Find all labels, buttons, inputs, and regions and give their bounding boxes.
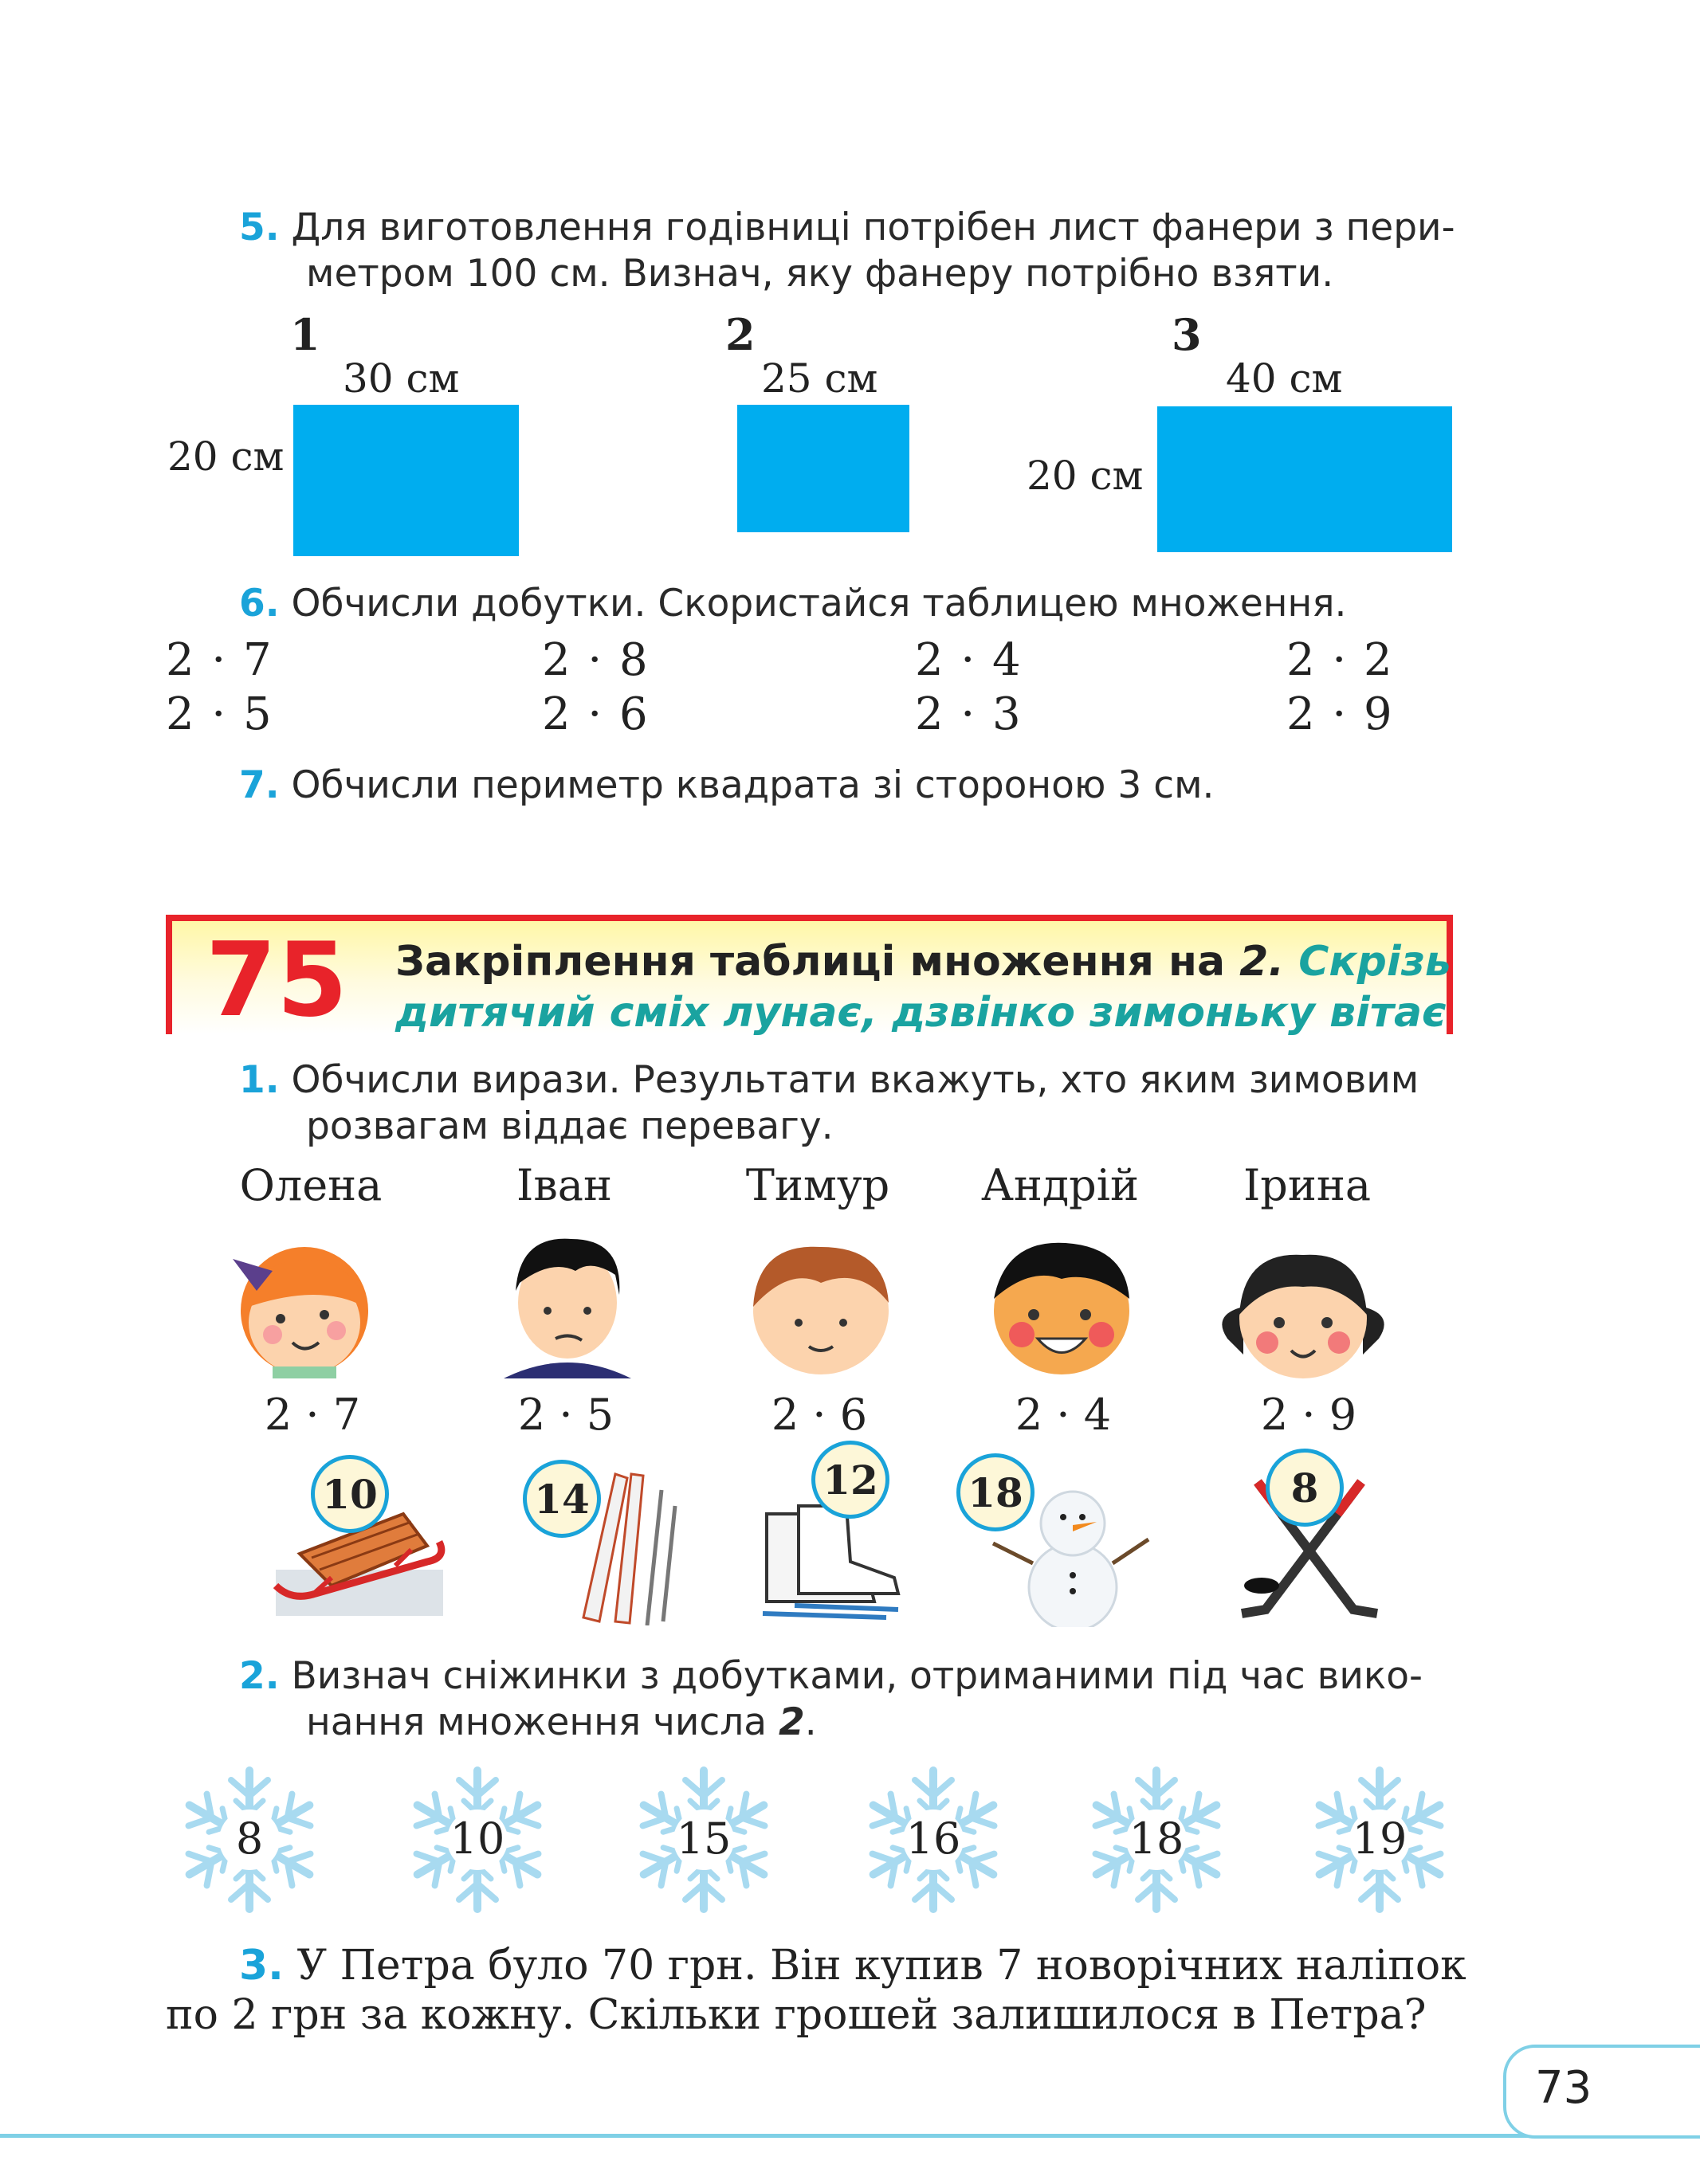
snowflake[interactable] bbox=[174, 1764, 325, 1915]
child-name-ivan: Іван bbox=[516, 1160, 612, 1210]
lesson-task2-line1: Визнач сніжинки з добутками, отриманими під час вико- bbox=[291, 1654, 1423, 1698]
child-expr: 2 · 7 bbox=[264, 1390, 361, 1440]
snowflake[interactable] bbox=[402, 1764, 553, 1915]
task6-expr: 2 · 2 bbox=[1286, 634, 1394, 686]
task7-number: 7. bbox=[239, 763, 280, 807]
activity-value: 14 bbox=[523, 1460, 601, 1538]
option2-top-label: 25 см bbox=[761, 355, 878, 402]
option1-index: 1 bbox=[290, 309, 320, 360]
activity-value: 12 bbox=[811, 1441, 889, 1519]
option3-index: 3 bbox=[1172, 309, 1202, 360]
task6-number: 6. bbox=[239, 582, 280, 625]
plywood-rect-3 bbox=[1157, 406, 1452, 552]
snowflake-value: 8 bbox=[235, 1813, 264, 1864]
lesson-task1-line1: Обчисли вирази. Результати вкажуть, хто яким зимовим bbox=[291, 1058, 1419, 1102]
lesson-task1-number: 1. bbox=[239, 1058, 280, 1102]
snowflake-value: 19 bbox=[1352, 1813, 1408, 1864]
lesson-task1-text bbox=[239, 1057, 1419, 1104]
child-expr: 2 · 6 bbox=[771, 1390, 868, 1440]
option1-top-label: 30 см bbox=[343, 355, 460, 402]
lesson-task2-line2c: . bbox=[804, 1700, 817, 1744]
child-name-iryna: Ірина bbox=[1243, 1160, 1372, 1210]
snowflake[interactable] bbox=[1081, 1764, 1232, 1915]
task6-expr: 2 · 4 bbox=[915, 634, 1023, 686]
lesson-task2-text bbox=[239, 1653, 1423, 1700]
page-number: 73 bbox=[1535, 2062, 1592, 2114]
task6-instruction: Обчисли добутки. Скористайся таблицею множення. bbox=[291, 582, 1347, 625]
child-name-andrii: Андрій bbox=[981, 1160, 1139, 1210]
lesson-subtitle-a: Скрізь bbox=[1284, 938, 1451, 986]
snowflake-value: 16 bbox=[905, 1813, 961, 1864]
plywood-rect-1 bbox=[293, 405, 519, 556]
snowflake-value: 10 bbox=[450, 1813, 505, 1864]
footer-line bbox=[0, 2134, 1700, 2138]
child-expr: 2 · 9 bbox=[1260, 1390, 1357, 1440]
option2-index: 2 bbox=[725, 309, 756, 360]
skates-icon bbox=[751, 1498, 902, 1625]
andrii-face-icon bbox=[982, 1235, 1141, 1378]
olena-face-icon bbox=[225, 1235, 384, 1378]
option3-side-label: 20 см bbox=[1027, 453, 1144, 499]
option1-side-label: 20 см bbox=[167, 433, 285, 480]
task5-number: 5. bbox=[239, 206, 280, 249]
lesson-task2-number: 2. bbox=[239, 1654, 280, 1698]
lesson-task2-line2 bbox=[306, 1699, 817, 1747]
child-expr: 2 · 5 bbox=[517, 1390, 614, 1440]
lesson-title bbox=[395, 937, 1451, 986]
task6-expr: 2 · 6 bbox=[542, 688, 650, 740]
snowflake[interactable] bbox=[628, 1764, 779, 1915]
lesson-title-main: Закріплення таблиці множення на bbox=[395, 938, 1240, 986]
activity-value: 8 bbox=[1266, 1449, 1344, 1527]
child-expr: 2 · 4 bbox=[1015, 1390, 1112, 1440]
activity-value: 18 bbox=[956, 1453, 1035, 1531]
lesson-number: 75 bbox=[206, 921, 348, 1040]
snowflake-value: 18 bbox=[1129, 1813, 1184, 1864]
iryna-face-icon bbox=[1211, 1243, 1395, 1382]
snowflake[interactable] bbox=[1304, 1764, 1455, 1915]
lesson-task3-number: 3. bbox=[239, 1942, 284, 1990]
child-name-tymur: Тимур bbox=[745, 1160, 890, 1210]
snowflake-value: 15 bbox=[676, 1813, 732, 1864]
task7-instruction: Обчисли периметр квадрата зі стороною 3 см. bbox=[291, 763, 1215, 807]
task5-text bbox=[239, 204, 1455, 252]
task6-expr: 2 · 9 bbox=[1286, 688, 1394, 740]
lesson-task2-line2b: 2 bbox=[779, 1700, 805, 1744]
task6-expr: 2 · 5 bbox=[166, 688, 273, 740]
tymur-face-icon bbox=[741, 1235, 901, 1378]
snowflake[interactable] bbox=[858, 1764, 1009, 1915]
option3-top-label: 40 см bbox=[1226, 355, 1343, 402]
task7-text bbox=[239, 762, 1215, 810]
lesson-task3-text bbox=[239, 1941, 1466, 1990]
lesson-task1-line2: розвагам віддає перевагу. bbox=[306, 1104, 834, 1148]
task6-text bbox=[239, 580, 1346, 628]
task5-line1: Для виготовлення годівниці потрібен лист фанери з пери- bbox=[291, 206, 1455, 249]
task6-expr: 2 · 8 bbox=[542, 634, 650, 686]
lesson-task3-line2: по 2 грн за кожну. Скільки грошей залишилося в Петра? bbox=[166, 1991, 1427, 2039]
activity-value: 10 bbox=[311, 1455, 389, 1533]
page-number-tab bbox=[1503, 2045, 1700, 2139]
plywood-rect-2 bbox=[737, 405, 909, 532]
ivan-face-icon bbox=[496, 1227, 639, 1378]
task6-expr: 2 · 3 bbox=[915, 688, 1023, 740]
task5-line2: метром 100 см. Визнач, яку фанеру потрібно взяти. bbox=[306, 252, 1334, 296]
task6-expr: 2 · 7 bbox=[166, 634, 273, 686]
lesson-task3-line1: У Петра було 70 грн. Він купив 7 новорічних наліпок bbox=[296, 1942, 1466, 1990]
child-name-olena: Олена bbox=[239, 1160, 383, 1210]
lesson-title-num: 2. bbox=[1239, 938, 1285, 986]
lesson-subtitle-b: дитячий сміх лунає, дзвінко зимоньку вітає bbox=[395, 989, 1447, 1037]
lesson-task2-line2a: нання множення числа bbox=[306, 1700, 779, 1744]
